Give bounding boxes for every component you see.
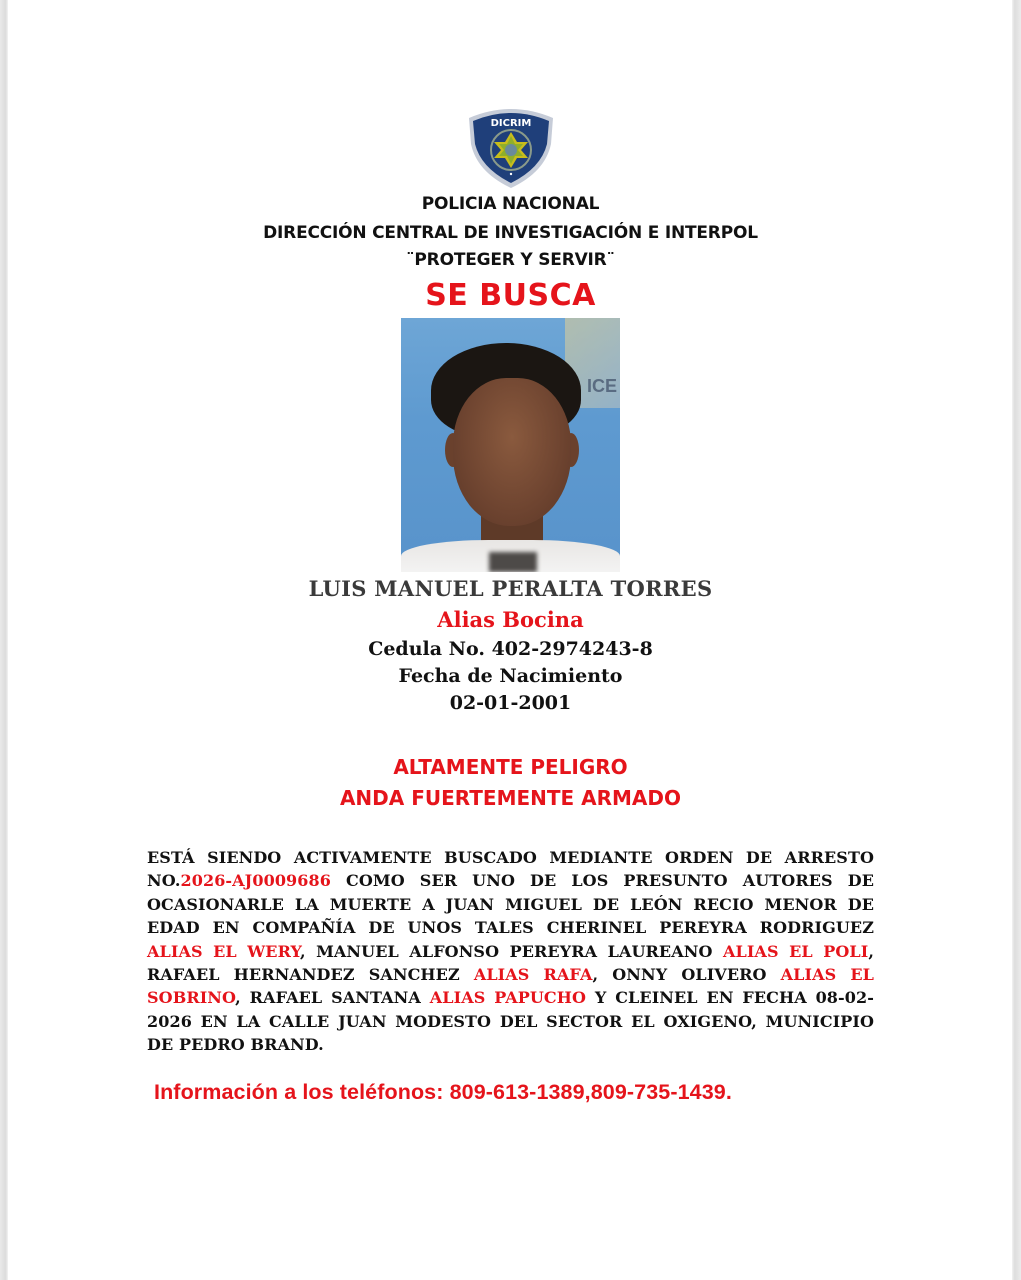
contact-phone-info: Información a los teléfonos: 809-613-1389,809-735-1439. <box>154 1080 732 1104</box>
header-line-motto: ¨PROTEGER Y SERVIR¨ <box>406 250 615 270</box>
accomplice-alias: ALIAS RAFA <box>473 965 593 985</box>
desc-segment: , ONNY OLIVERO <box>592 965 781 985</box>
dicrim-shield-badge-icon <box>465 104 557 190</box>
accomplice-alias: ALIAS EL SOBRINO <box>147 965 874 1008</box>
photo-face <box>453 378 571 526</box>
suspect-alias: Alias Bocina <box>437 607 584 632</box>
birth-date-value: 02-01-2001 <box>449 692 572 714</box>
wanted-title: SE BUSCA <box>425 278 596 313</box>
desc-segment: ESTÁ SIENDO ACTIVAMENTE BUSCADO MEDIANTE ORDEN DE ARRESTO NO. <box>147 848 874 891</box>
suspect-photo <box>401 318 620 572</box>
accomplice-alias: ALIAS PAPUCHO <box>429 988 586 1008</box>
photo-watermark-text: ICE <box>586 376 617 396</box>
desc-segment: Y CLEINEL EN FECHA 08-02-2026 EN LA CALLE JUAN MODESTO DEL SECTOR EL OXIGENO, MUNICIPIO DE PEDRO BRAND. <box>147 988 874 1055</box>
accomplice-alias: ALIAS EL WERY <box>147 941 300 961</box>
logo-text: DICRIM <box>490 118 532 129</box>
photo-redaction <box>489 552 537 572</box>
desc-segment: COMO SER UNO DE LOS PRESUNTO AUTORES DE OCASIONARLE LA MUERTE A JUAN MIGUEL DE LEÓN RECIO MENOR DE EDAD EN COMPAÑÍA DE UNOS TALES CHERINEL PEREYRA RODRIGUEZ <box>147 871 874 938</box>
warning-armed: ANDA FUERTEMENTE ARMADO <box>339 786 682 810</box>
desc-segment: , RAFAEL HERNANDEZ SANCHEZ <box>147 941 874 985</box>
suspect-name: LUIS MANUEL PERALTA TORRES <box>308 576 713 601</box>
case-description <box>147 846 874 1057</box>
birth-date-label: Fecha de Nacimiento <box>398 665 623 687</box>
header-line-agency: POLICIA NACIONAL <box>421 194 600 214</box>
header-line-directorate: DIRECCIÓN CENTRAL DE INVESTIGACIÓN E INTERPOL <box>263 223 758 243</box>
warning-dangerous: ALTAMENTE PELIGRO <box>393 755 628 779</box>
accomplice-alias: ALIAS EL POLI <box>722 941 869 961</box>
arrest-warrant-number: 2026-AJ0009686 <box>180 871 331 891</box>
desc-segment: , RAFAEL SANTANA <box>235 988 430 1008</box>
desc-segment: , MANUEL ALFONSO PEREYRA LAUREANO <box>299 941 723 961</box>
suspect-id-number: Cedula No. 402-2974243-8 <box>368 638 653 660</box>
